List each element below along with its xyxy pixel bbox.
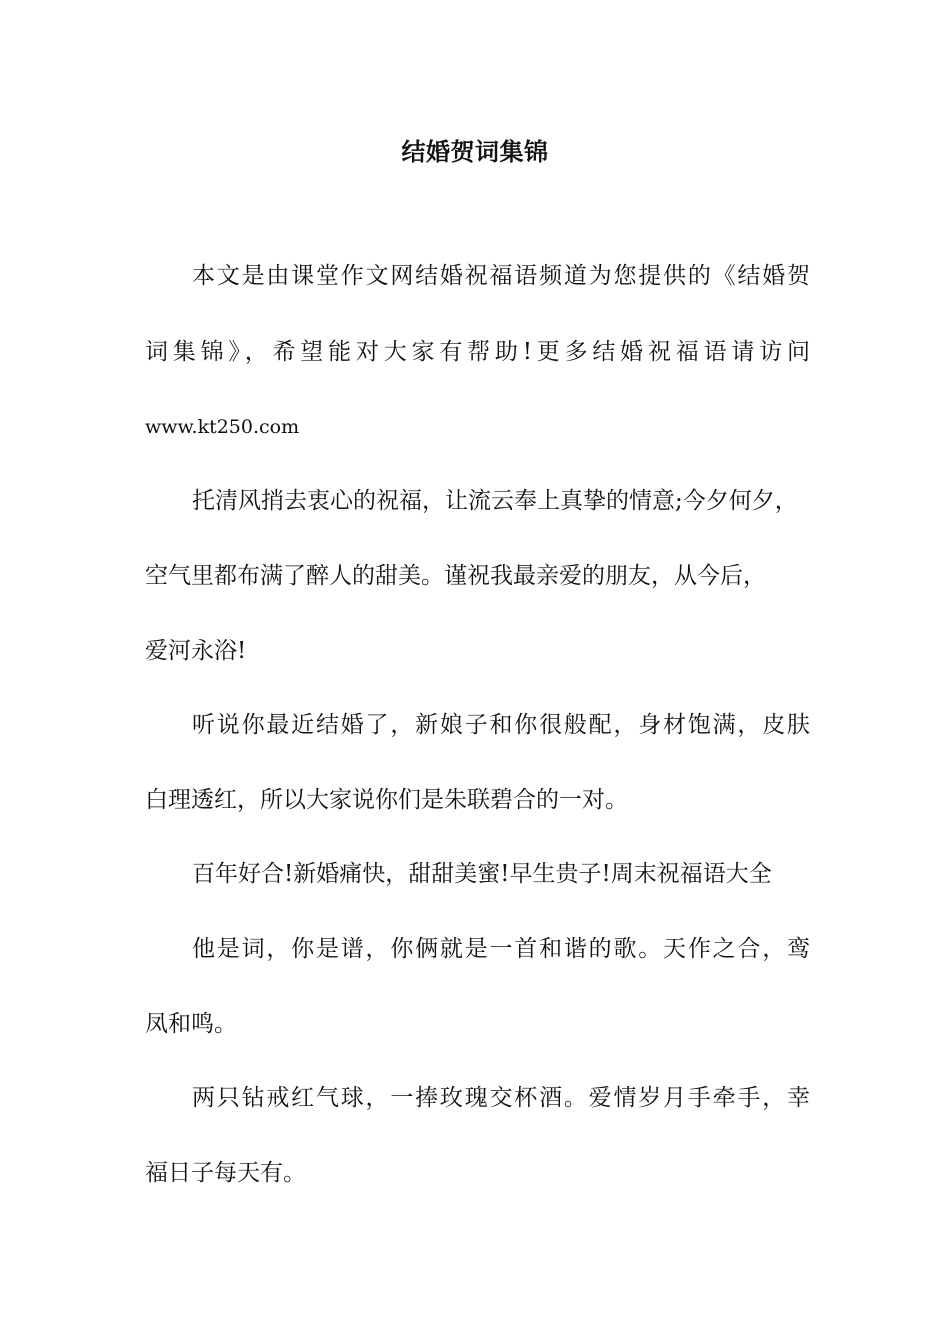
paragraph-line: 白理透红，所以大家说你们是朱联碧合的一对。 — [145, 787, 628, 813]
paragraph-line: 两只钻戒红气球，一捧玫瑰交杯酒。爱情岁月手牵手，幸 — [192, 1085, 810, 1111]
paragraph-line: 福日子每天有。 — [145, 1160, 306, 1186]
website-url: www.kt250.com — [145, 416, 300, 438]
paragraph-line: 百年好合!新婚痛快，甜甜美蜜!早生贵子!周末祝福语大全 — [192, 861, 772, 887]
paragraph-line: 他是词，你是谱，你俩就是一首和谐的歌。天作之合，鸾 — [192, 936, 810, 962]
paragraph-line: 本文是由课堂作文网结婚祝福语频道为您提供的《结婚贺 — [192, 263, 810, 289]
paragraph-line: 凤和鸣。 — [145, 1011, 237, 1037]
document-title: 结婚贺词集锦 — [401, 138, 549, 166]
paragraph-line: 爱河永浴! — [145, 638, 247, 664]
paragraph-line: 空气里都布满了醉人的甜美。谨祝我最亲爱的朋友，从今后， — [145, 563, 766, 589]
paragraph-line: 词集锦》，希望能对大家有帮助!更多结婚祝福语请访问 — [145, 339, 810, 365]
paragraph-line: 托清风捎去衷心的祝福，让流云奉上真挚的情意;今夕何夕， — [192, 488, 798, 514]
paragraph-line: 听说你最近结婚了，新娘子和你很般配，身材饱满，皮肤 — [192, 712, 810, 738]
